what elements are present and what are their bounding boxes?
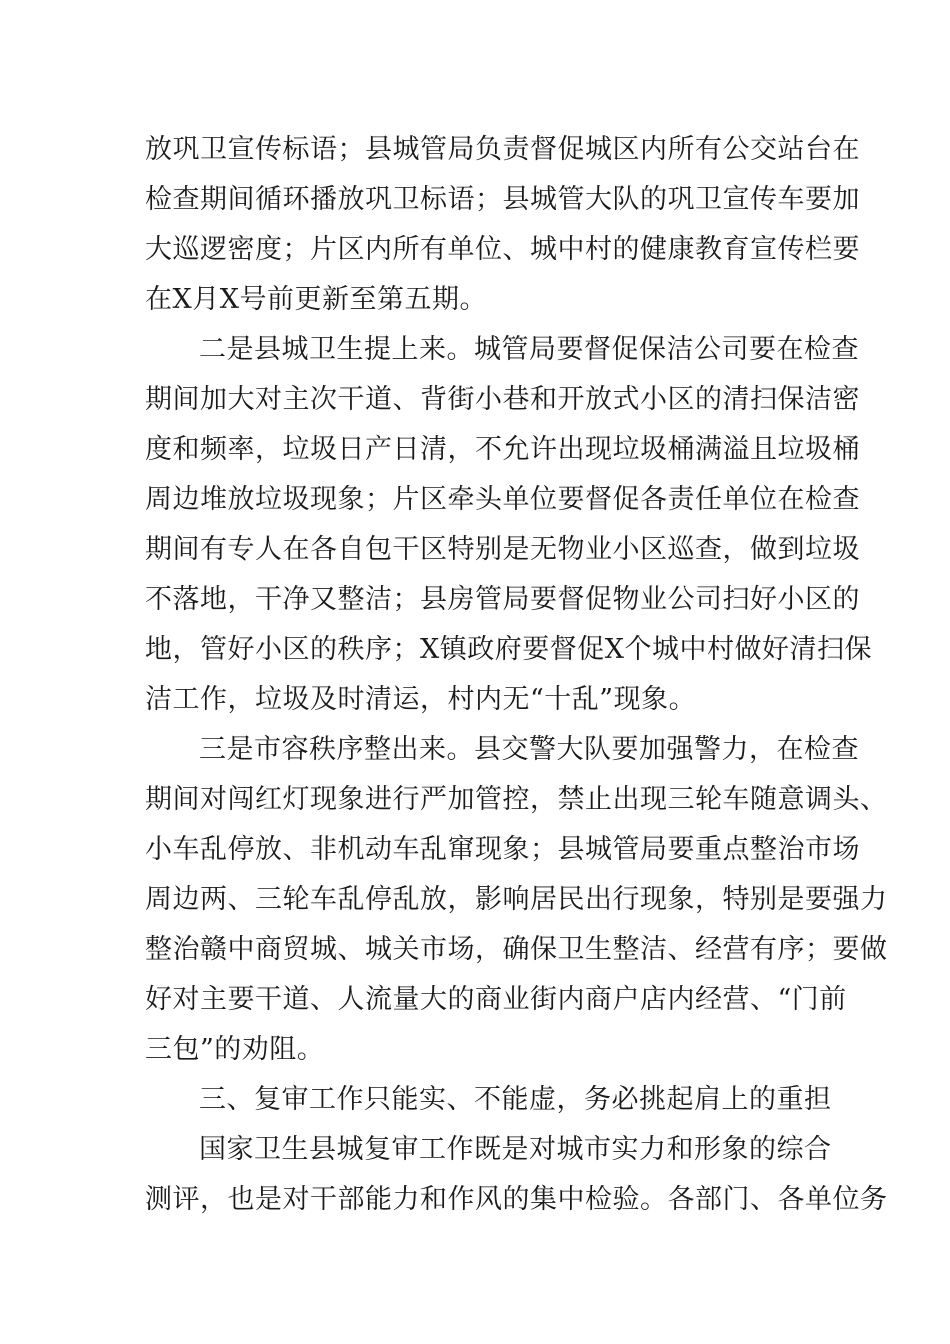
text-line-7: 度和频率，垃圾日产日清，不允许出现垃圾桶满溢且垃圾桶: [145, 434, 860, 465]
text-line-19: 三包”的劝阻。: [145, 1034, 325, 1065]
text-line-9: 期间有专人在各自包干区特别是无物业小区巡查，做到垃圾: [145, 534, 860, 565]
text-line-2: 检查期间循环播放巩卫标语；县城管大队的巩卫宣传车要加: [145, 184, 860, 215]
text-line-11: 地，管好小区的秩序；X镇政府要督促X个城中村做好清扫保: [145, 634, 872, 665]
text-line-3: 大巡逻密度；片区内所有单位、城中村的健康教育宣传栏要: [145, 234, 860, 265]
section-heading: 三、复审工作只能实、不能虚，务必挑起肩上的重担: [199, 1084, 832, 1115]
text-line-17: 整治赣中商贸城、城关市场，确保卫生整洁、经营有序；要做: [145, 934, 888, 965]
text-line-18: 好对主要干道、人流量大的商业街内商户店内经营、“门前: [145, 984, 847, 1015]
text-line-12: 洁工作，垃圾及时清运，村内无“十乱”现象。: [145, 684, 697, 715]
text-line-1: 放巩卫宣传标语；县城管局负责督促城区内所有公交站台在: [145, 134, 860, 165]
text-line-6: 期间加大对主次干道、背街小巷和开放式小区的清扫保洁密: [145, 384, 860, 415]
text-line-4: 在X月X号前更新至第五期。: [145, 284, 487, 315]
text-line-22: 测评，也是对干部能力和作风的集中检验。各部门、各单位务: [145, 1184, 888, 1215]
text-line-8: 周边堆放垃圾现象；片区牵头单位要督促各责任单位在检查: [145, 484, 860, 515]
text-line-10: 不落地，干净又整洁；县房管局要督促物业公司扫好小区的: [145, 584, 860, 615]
paragraph-3-first-line: 三是市容秩序整出来。县交警大队要加强警力，在检查: [199, 734, 859, 765]
text-line-14: 期间对闯红灯现象进行严加管控，禁止出现三轮车随意调头、: [145, 784, 888, 815]
text-line-16: 周边两、三轮车乱停乱放，影响居民出行现象，特别是要强力: [145, 884, 888, 915]
paragraph-2-first-line: 二是县城卫生提上来。城管局要督促保洁公司要在检查: [199, 334, 859, 365]
text-line-15: 小车乱停放、非机动车乱窜现象；县城管局要重点整治市场: [145, 834, 860, 865]
paragraph-4-first-line: 国家卫生县城复审工作既是对城市实力和形象的综合: [199, 1134, 832, 1165]
